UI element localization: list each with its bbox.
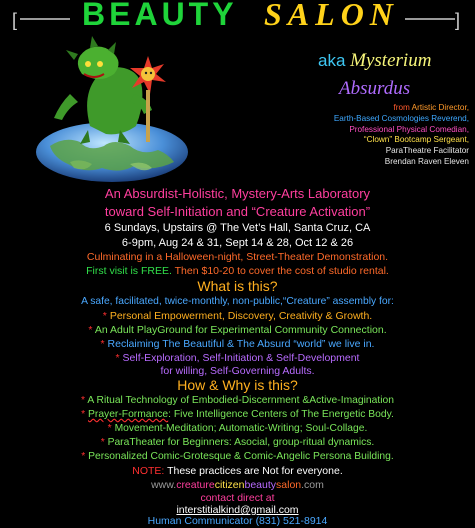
header-right-bracket: ] (455, 10, 461, 30)
note-text: These practices are Not for everyone. (167, 465, 343, 477)
email-link[interactable]: interstitialkind@gmail.com (176, 504, 299, 516)
aka-prefix: aka (318, 51, 346, 70)
free-visit-text: First visit is FREE. (86, 265, 172, 277)
title-beauty: BEAUTY (82, 0, 238, 32)
bullet: * (81, 409, 86, 420)
bullet: * (100, 338, 105, 350)
prayer-formance-text: Prayer-Formance (88, 409, 169, 420)
bullet: * (100, 437, 105, 448)
contact-direct-label: contact direct at (200, 492, 275, 504)
intro-line-5: Culminating in a Halloween-night, Street-Theater Demonstration. (86, 251, 389, 263)
header-left-rule (20, 18, 70, 20)
credits-line-5: ParaTheatre Facilitator (385, 146, 469, 156)
intro-line-1: An Absurdist-Holistic, Mystery-Arts Laboratory (104, 186, 371, 201)
header-left-bracket: [ (12, 10, 18, 30)
credits-line-6: Brendan Raven Eleven (384, 156, 469, 166)
intro-line-6 (0, 265, 475, 277)
what-item-4: * Self-Exploration, Self-Initiation & Self-Development (115, 352, 360, 364)
note-line (0, 465, 475, 477)
header-right-rule (405, 18, 455, 20)
credits-line-from (239, 103, 469, 114)
bullet: * (88, 324, 93, 336)
how-item-1: * A Ritual Technology of Embodied-Discernment &Active-Imagination (81, 395, 394, 406)
bullet: * (81, 451, 86, 462)
what-item-1: * Personal Empowerment, Discovery, Creativity & Growth. (102, 310, 373, 322)
credits-line-4: “Clown” Bootcamp Sergeant, (363, 135, 469, 145)
aka-line (318, 50, 431, 72)
credits-from-word: from (393, 103, 410, 112)
absurdus-text: Absurdus (339, 78, 411, 99)
note-label: NOTE: (132, 465, 165, 477)
credits-block (239, 103, 469, 168)
bullet: * (115, 352, 120, 364)
what-item-2: * An Adult PlayGround for Experimental Community Connection. (88, 324, 387, 336)
creature-globe-illustration (30, 34, 200, 184)
phone-text: Human Communicator (831) 521-8914 (147, 515, 328, 527)
credits-line-2: Earth-Based Cosmologies Reverend, (333, 113, 469, 123)
what-line-1: A safe, facilitated, twice-monthly, non-public,“Creature” assembly for: (81, 296, 394, 307)
website-link[interactable]: www.creaturecitizenbeautysalon.com (151, 479, 324, 491)
intro-line-4: 6-9pm, Aug 24 & 31, Sept 14 & 28, Oct 12 & 26 (121, 237, 354, 249)
credits-from-rest: Artistic Director, (411, 103, 469, 112)
what-heading: What is this? (197, 278, 278, 294)
how-item-3: * Movement-Meditation; Automatic-Writing; Soul-Collage. (107, 423, 368, 434)
bullet: * (107, 423, 112, 434)
credits-line-3: Professional Physical Comedian, (349, 124, 469, 134)
title-salon: SALON (264, 0, 399, 32)
how-item-4: * ParaTheater for Beginners: Asocial, group-ritual dynamics. (100, 437, 375, 448)
intro-line-3: 6 Sundays, Upstairs @ The Vet’s Hall, Santa Cruz, CA (104, 222, 371, 234)
how-item-5: * Personalized Comic-Grotesque & Comic-Angelic Persona Building. (81, 451, 394, 462)
bullet: * (102, 310, 107, 322)
page-header (0, 0, 475, 34)
how-heading: How & Why is this? (177, 377, 298, 393)
mysterium-text: Mysterium (350, 50, 432, 71)
price-text: Then $10-20 to cover the cost of studio rental. (174, 265, 389, 277)
what-tail: for willing, Self-Governing Adults. (160, 365, 315, 377)
bullet: * (81, 395, 86, 406)
how-item-2: * Prayer-Formance: Five Intelligence Centers of The Energetic Body. (81, 409, 394, 420)
intro-line-2: toward Self-Initiation and “Creature Activation” (104, 204, 371, 219)
what-item-3: * Reclaiming The Beautiful & The Absurd “world” we live in. (100, 338, 375, 350)
